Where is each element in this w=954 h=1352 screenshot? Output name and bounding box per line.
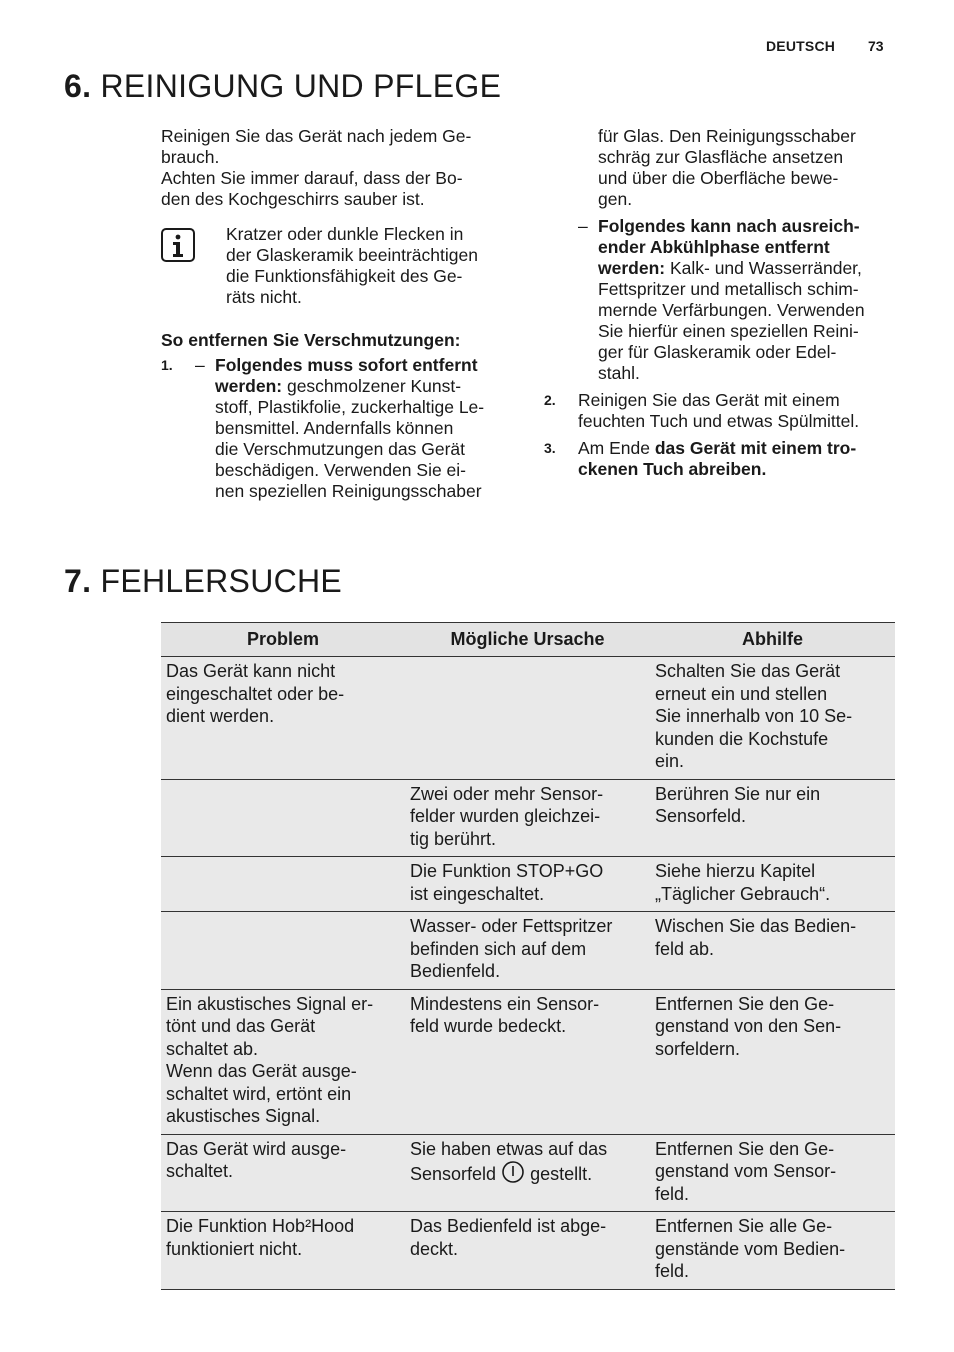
howto-title: So entfernen Sie Verschmutzungen: [161, 330, 461, 350]
table-row [161, 780, 895, 858]
column-header-remedy: Abhilfe [742, 629, 803, 650]
intro-line: den des Kochgeschirrs sauber ist. [161, 189, 425, 209]
step-1-line: schräg zur Glasfläche ansetzen [598, 147, 844, 167]
intro-line: Achten Sie immer darauf, dass der Bo- [161, 168, 463, 188]
page-number: 73 [868, 38, 884, 54]
subitem-line: ger für Glaskeramik oder Edel- [598, 342, 837, 362]
table-row [161, 857, 895, 912]
cell-text: Zwei oder mehr Sensor- felder wurden gleichzei- tig berührt. [410, 783, 604, 849]
step-1 [161, 355, 511, 502]
step-3 [544, 438, 896, 480]
subitem-bold: werden: [598, 258, 666, 278]
cell-remedy [650, 990, 895, 1134]
cell-problem [161, 912, 405, 989]
cell-text: Schalten Sie das Gerät erneut ein und stellen Sie innerhalb von 10 Se- kunden die Kochstufe ein. [655, 661, 853, 771]
subitem-bold: Folgendes kann nach ausreich- [598, 216, 860, 236]
note-text [226, 224, 516, 308]
note-line: der Glaskeramik beeinträchtigen [226, 245, 478, 265]
table-header-row [161, 623, 895, 657]
cell-text: Wischen Sie das Bedien- feld ab. [655, 916, 857, 959]
intro-line: Reinigen Sie das Gerät nach jedem Ge- [161, 126, 472, 146]
step-3-bold: das Gerät mit einem tro- [654, 438, 857, 458]
cell-cause [405, 1212, 650, 1289]
subitem-line: Sie hierfür einen speziellen Reini- [598, 321, 859, 341]
cell-remedy [650, 657, 895, 779]
cell-text: Entfernen Sie alle Ge- genstände vom Bedien- feld. [655, 1216, 846, 1281]
cell-cause [405, 657, 650, 779]
step-1-line: für Glas. Den Reinigungsschaber [598, 126, 856, 146]
step-1-line: nen speziellen Reinigungsschaber [215, 481, 482, 501]
cell-problem [161, 1135, 405, 1212]
table-row [161, 657, 895, 780]
step-1-subitem [544, 216, 896, 384]
dash: – [578, 216, 588, 236]
step-2-line: feuchten Tuch und etwas Spülmittel. [578, 411, 860, 431]
cell-text: Entfernen Sie den Ge- genstand von den Sen- sorfeldern. [655, 993, 842, 1059]
step-1-line: stoff, Plastikfolie, zuckerhaltige Le- [215, 397, 485, 417]
column-header-problem: Problem [246, 629, 320, 650]
section-7-number: 7. [64, 563, 92, 599]
intro-line: brauch. [161, 147, 220, 167]
step-1-text: geschmolzener Kunst- [282, 376, 462, 396]
section-7-title: FEHLERSUCHE [100, 563, 343, 599]
cell-remedy [650, 857, 895, 911]
subitem-line: stahl. [598, 363, 640, 383]
step-1-bold: werden: [215, 376, 283, 396]
cell-text: Entfernen Sie den Ge- genstand vom Sensor- feld. [655, 1138, 837, 1204]
step-2-line: Reinigen Sie das Gerät mit einem [578, 390, 840, 410]
step-3-text: Am Ende [578, 438, 655, 458]
cell-problem [161, 780, 405, 857]
cell-text: Die Funktion STOP+GO ist eingeschaltet. [410, 861, 604, 904]
note-line: räts nicht. [226, 287, 302, 307]
step-number: 2. [544, 392, 556, 408]
cell-remedy [650, 1212, 895, 1289]
cell-text: Ein akustisches Signal er- tönt und das Gerät schaltet ab. Wenn das Gerät ausge- schaltet wird, ertönt ein akustisches Signal. [166, 993, 374, 1126]
right-column [544, 126, 896, 480]
subitem-bold: ender Abkühlphase entfernt [598, 237, 830, 257]
step-1-line: die Verschmutzungen das Gerät [215, 439, 466, 459]
cell-remedy [650, 780, 895, 857]
subitem-text: Kalk- und Wasserränder, [665, 258, 862, 278]
step-1-line: bensmittel. Andernfalls können [215, 418, 454, 438]
cell-text-suffix: gestellt. [525, 1164, 593, 1184]
cell-remedy [650, 912, 895, 989]
troubleshooting-table [161, 622, 895, 1290]
section-6-number: 6. [64, 68, 92, 104]
cell-text: Wasser- oder Fettspritzer befinden sich auf dem Bedienfeld. [410, 916, 613, 981]
info-note [161, 224, 511, 310]
table-row [161, 912, 895, 990]
cell-text: Sie haben etwas auf das Sensorfeld [410, 1138, 608, 1184]
note-line: Kratzer oder dunkle Flecken in [226, 224, 464, 244]
header-language: DEUTSCH [766, 38, 836, 54]
dash: – [195, 355, 205, 375]
step-1-continued [544, 126, 896, 210]
cell-text: Das Gerät kann nicht eingeschaltet oder be- dient werden. [166, 661, 345, 726]
subitem-line: Fettspritzer und metallisch schim- [598, 279, 859, 299]
column-header-cause: Mögliche Ursache [450, 629, 605, 650]
table-row [161, 990, 895, 1135]
cell-problem [161, 857, 405, 911]
table-row [161, 1212, 895, 1290]
table-row [161, 1135, 895, 1213]
cell-text: Das Bedienfeld ist abge- deckt. [410, 1216, 607, 1259]
cell-cause [405, 912, 650, 989]
cell-text: Das Gerät wird ausge- schaltet. [166, 1138, 347, 1181]
cell-cause [405, 990, 650, 1134]
section-7-heading [64, 563, 342, 600]
cell-cause [405, 780, 650, 857]
cell-cause [405, 1135, 650, 1212]
cell-remedy [650, 1135, 895, 1212]
step-1-bold: Folgendes muss sofort entfernt [215, 355, 478, 375]
step-2 [544, 390, 896, 432]
step-1-line: beschädigen. Verwenden Sie ei- [215, 460, 467, 480]
left-column [161, 126, 511, 502]
cell-problem [161, 657, 405, 779]
step-1-line: gen. [598, 189, 633, 209]
subitem-line: mernde Verfärbungen. Verwenden [598, 300, 865, 320]
cell-text: Die Funktion Hob²Hood funktioniert nicht. [166, 1216, 355, 1259]
cell-text: Berühren Sie nur ein Sensorfeld. [655, 783, 821, 826]
section-6-title: REINIGUNG UND PFLEGE [100, 68, 502, 104]
step-number: 3. [544, 440, 556, 456]
power-icon [501, 1160, 525, 1184]
cell-problem [161, 990, 405, 1134]
table-body [161, 657, 895, 1290]
step-3-bold: ckenen Tuch abreiben. [578, 459, 767, 479]
section-6-heading [64, 68, 501, 105]
cell-text: Mindestens ein Sensor- feld wurde bedeckt. [410, 993, 600, 1036]
cell-problem [161, 1212, 405, 1289]
note-line: die Funktionsfähigkeit des Ge- [226, 266, 463, 286]
intro-text [161, 126, 511, 210]
cell-cause [405, 857, 650, 911]
step-1-line: und über die Oberfläche bewe- [598, 168, 839, 188]
info-icon [161, 228, 195, 262]
step-number: 1. [161, 357, 173, 373]
cell-text: Siehe hierzu Kapitel „Täglicher Gebrauch“. [655, 861, 831, 904]
